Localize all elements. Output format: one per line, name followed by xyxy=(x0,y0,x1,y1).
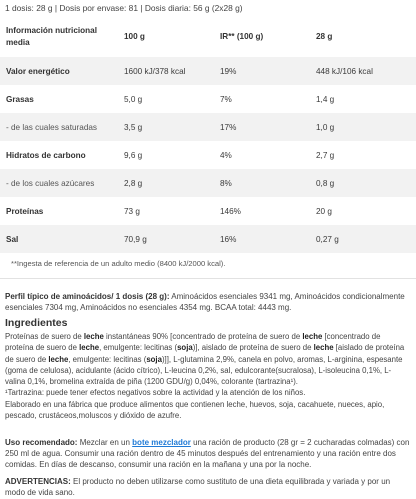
row-value-28g: 1,0 g xyxy=(310,113,416,141)
tartrazine-note: ¹Tartrazina: puede tener efectos negativos sobre la actividad y la atención de los niños. xyxy=(5,388,306,398)
row-name: Proteínas xyxy=(6,206,44,216)
row-value-28g: 448 kJ/106 kcal xyxy=(310,57,416,85)
row-value-ir: 146% xyxy=(220,206,241,216)
row-name: - de las cuales saturadas xyxy=(0,113,118,141)
table-row xyxy=(0,197,416,225)
ingredient-text: instantáneas 90% [concentrado de proteína de suero de xyxy=(103,332,303,341)
allergen-text: leche xyxy=(83,332,104,341)
ingredients-title: Ingredientes xyxy=(5,317,68,329)
table-row xyxy=(0,169,416,197)
row-value-100g: 2,8 g xyxy=(118,169,214,197)
recommended-use-text-before: Mezclar en un xyxy=(77,438,133,447)
row-value-100g: 70,9 g xyxy=(118,225,214,253)
table-row xyxy=(0,113,416,141)
ingredient-text: [aislado de proteína de suero de xyxy=(5,343,405,364)
allergen-text: leche xyxy=(48,354,69,364)
warnings-label: ADVERTENCIAS: xyxy=(5,477,71,486)
table-row xyxy=(0,85,416,113)
warnings xyxy=(5,476,411,498)
nutrition-table xyxy=(0,17,416,253)
row-value-100g: 1600 kJ/378 kcal xyxy=(118,57,214,85)
amino-profile-label: Perfil típico de aminoácidos/ 1 dosis (28 g): xyxy=(5,292,170,301)
ingredient-text: , emulgente: lecitinas ( xyxy=(99,343,178,353)
header-100g: 100 g xyxy=(124,32,145,41)
ingredient-text: [concentrado de proteína de suero de xyxy=(5,332,381,353)
row-value-100g: 5,0 g xyxy=(124,94,143,104)
ingredients-list xyxy=(5,331,411,387)
row-value-28g: 0,27 g xyxy=(310,225,416,253)
table-row xyxy=(0,141,416,169)
row-value-28g: 1,4 g xyxy=(316,94,335,104)
allergen-text: leche xyxy=(313,343,334,353)
row-name: Hidratos de carbono xyxy=(6,150,86,160)
recommended-use xyxy=(5,437,411,471)
allergen-text: leche xyxy=(302,332,323,341)
allergen-text: leche xyxy=(79,343,100,353)
factory-note: Elaborado en una fábrica que produce alimentos que contienen leche, huevos, soja, cacahuete, nueces, apio, pescado, crustáceos,moluscos y dióxido de azufre. xyxy=(5,399,385,421)
allergen-text: soja xyxy=(146,354,162,364)
row-name: Valor energético xyxy=(0,57,118,85)
warnings-text: El producto no deben utilizarse como sustituto de una dieta equilibrada y variada y por un modo de vida sano. xyxy=(5,477,391,498)
row-value-ir: 4% xyxy=(220,150,232,160)
ingredient-text: )], aislado de proteína de suero de xyxy=(192,343,314,353)
header-ir: IR** (100 g) xyxy=(220,32,264,41)
header-28g: 28 g xyxy=(316,32,333,41)
shaker-link[interactable]: bote mezclador xyxy=(132,438,191,447)
ingredient-text: )]], L-glutamina 2,9%, canela en polvo, aromas, L-arginina, espesante (goma de celulosa), acidulante (ácido cítrico), L-leucina 0,2%, sal, edulcorante(sucralosa), L-isoleucina 0,1%, L-valina 0,1%, bromelina extraída de piña (1200 GDU/g) 0,04%, colorante (tartrazina¹). xyxy=(5,354,403,387)
row-name: Grasas xyxy=(6,94,34,104)
row-value-ir: 8% xyxy=(214,169,310,197)
recommended-use-label: Uso recomendado: xyxy=(5,438,78,447)
ingredients-block xyxy=(5,331,411,421)
dose-info: 1 dosis: 28 g | Dosis por envase: 81 | Dosis diaria: 56 g (2x28 g) xyxy=(5,3,243,13)
amino-profile xyxy=(5,291,411,313)
row-value-100g: 9,6 g xyxy=(124,150,143,160)
row-value-100g: 3,5 g xyxy=(118,113,214,141)
reference-note: **Ingesta de referencia de un adulto medio (8400 kJ/2000 kcal). xyxy=(11,259,226,268)
header-nutrition-info: Información nutricional media xyxy=(6,26,97,47)
row-name: - de los cuales azúcares xyxy=(0,169,118,197)
table-row xyxy=(0,225,416,253)
row-value-100g: 73 g xyxy=(124,206,140,216)
row-value-ir: 17% xyxy=(214,113,310,141)
nutrition-table-header xyxy=(0,17,416,57)
ingredient-text: , emulgente: lecitinas ( xyxy=(68,354,147,364)
ingredient-text: Proteínas de suero de xyxy=(5,332,84,341)
row-value-ir: 7% xyxy=(220,94,232,104)
row-value-28g: 0,8 g xyxy=(310,169,416,197)
row-name: Sal xyxy=(0,225,118,253)
row-value-ir: 19% xyxy=(214,57,310,85)
allergen-text: soja xyxy=(177,343,193,353)
table-row xyxy=(0,57,416,85)
row-value-ir: 16% xyxy=(214,225,310,253)
amino-profile-text: Aminoácidos esenciales 9341 mg, Aminoácidos condicionalmente esenciales 7304 mg, Aminoácidos no esenciales 4354 mg. BCAA total: 4443 mg. xyxy=(5,292,405,312)
recommended-use-text-after: una ración de producto (28 gr = 2 cucharadas colmadas) con 250 ml de agua. Consumir una ración dentro de 45 minutos después del entrenamiento y una ración entre dos comidas. En días de descanso, consumir una ración en la mañana y una por la noche. xyxy=(5,438,410,470)
row-value-28g: 20 g xyxy=(316,206,332,216)
row-value-28g: 2,7 g xyxy=(316,150,335,160)
